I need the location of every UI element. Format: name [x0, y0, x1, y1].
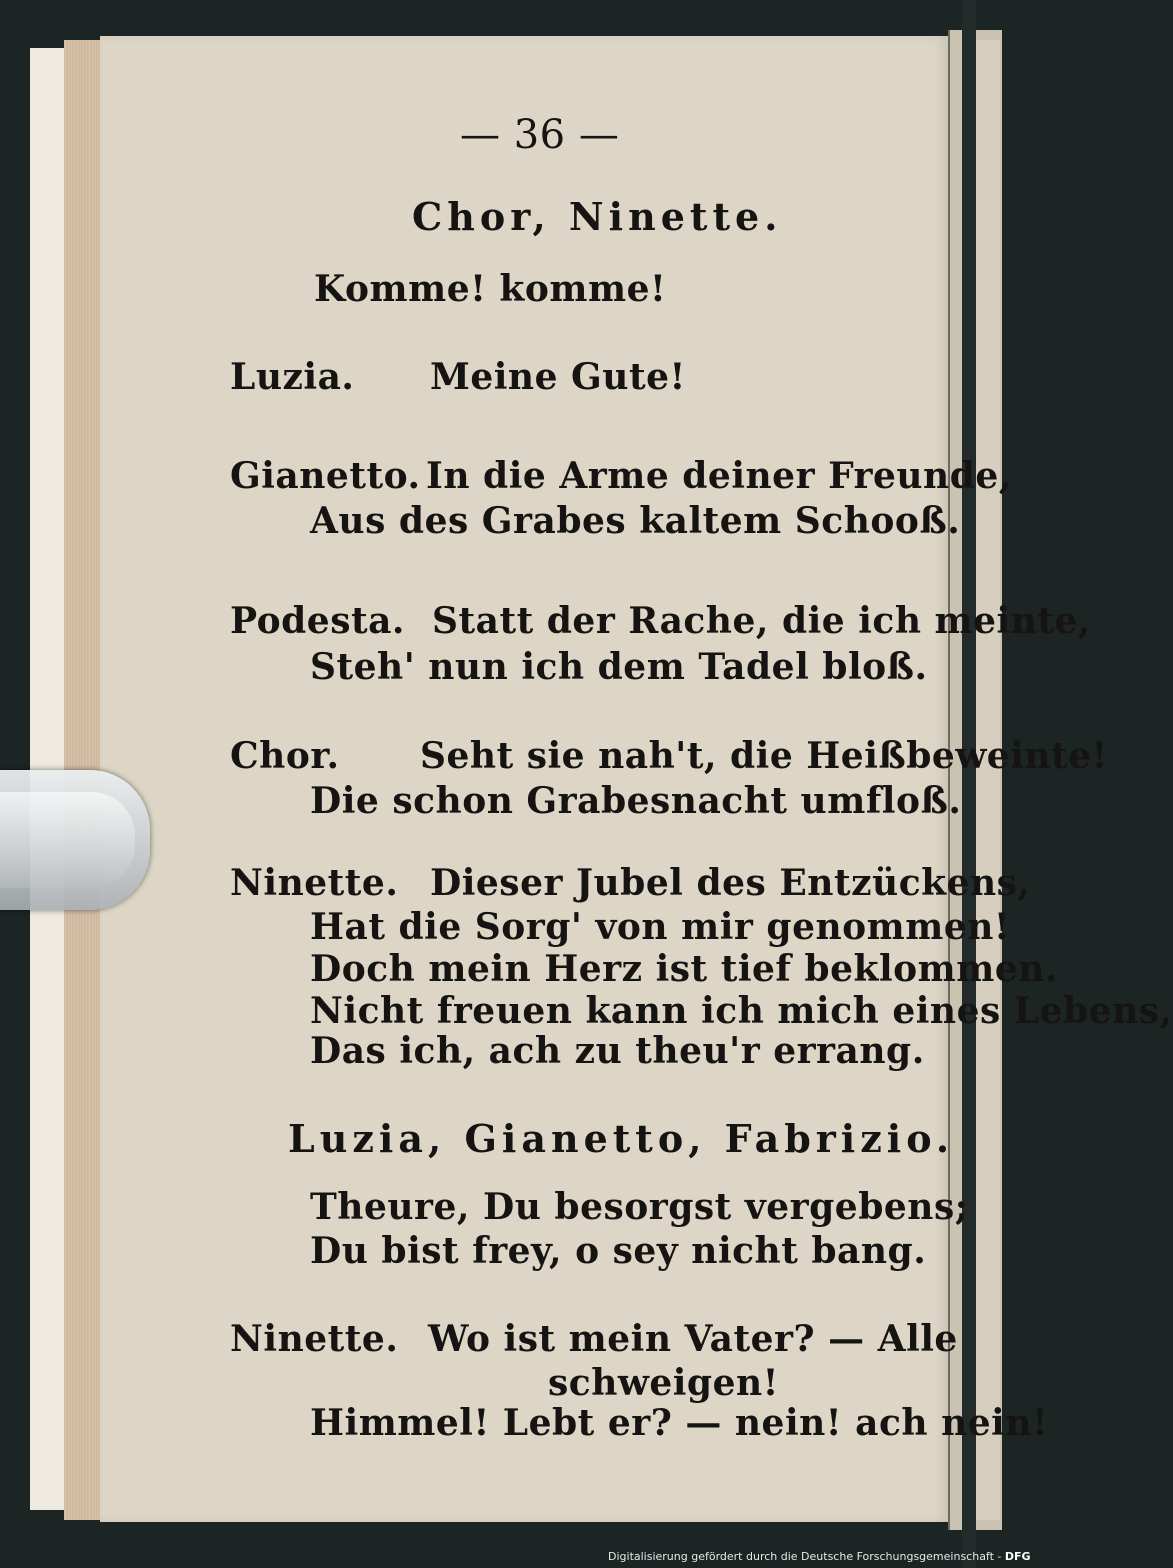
verse-line: Hat die Sorg' von mir genommen! [310, 906, 1011, 948]
scene-heading: Luzia, Gianetto, Fabrizio. [288, 1116, 955, 1161]
gutter-shadow [962, 0, 976, 1568]
verse-line: Die schon Grabesnacht umfloß. [310, 780, 962, 822]
verse-line: Seht sie nah't, die Heißbeweinte! [420, 735, 1108, 777]
digitization-credit [608, 1550, 1031, 1563]
verse-line: Doch mein Herz ist tief beklommen. [310, 948, 1058, 990]
verse-line: Statt der Rache, die ich meinte, [432, 600, 1091, 642]
speaker-name: Ninette. [230, 862, 399, 904]
verse-line: Das ich, ach zu theu'r errang. [310, 1030, 925, 1072]
verse-line: Himmel! Lebt er? — nein! ach nein! [310, 1402, 1049, 1444]
facing-page [976, 40, 1000, 1520]
verse-line: Meine Gute! [430, 356, 686, 398]
speaker-name: Podesta. [230, 600, 405, 642]
page-number: — 36 — [460, 112, 620, 158]
verse-line: Du bist frey, o sey nicht bang. [310, 1230, 927, 1272]
speaker-name: Ninette. [230, 1318, 399, 1360]
verse-line: Theure, Du besorgst vergebens; [310, 1186, 969, 1228]
speaker-name: Chor. [230, 735, 340, 777]
page-clip-highlight [0, 792, 135, 888]
credit-text: Digitalisierung gefördert durch die Deutsche Forschungsgemeinschaft - [608, 1550, 1002, 1563]
verse-line: Dieser Jubel des Entzückens, [430, 862, 1031, 904]
verse-line: Steh' nun ich dem Tadel bloß. [310, 646, 928, 688]
verse-line: Komme! komme! [314, 268, 667, 310]
verse-line: schweigen! [548, 1362, 779, 1404]
verse-line: Nicht freuen kann ich mich eines Lebens, [310, 990, 1173, 1032]
dfg-logo: DFG [1004, 1550, 1031, 1563]
speaker-name: Gianetto. [230, 455, 421, 497]
verse-line: Wo ist mein Vater? — Alle [428, 1318, 958, 1360]
speaker-name: Luzia. [230, 356, 355, 398]
verse-line: In die Arme deiner Freunde, [426, 455, 1012, 497]
book-page [100, 36, 948, 1522]
verse-line: Aus des Grabes kaltem Schooß. [310, 500, 961, 542]
scene-heading: Chor, Ninette. [412, 194, 783, 239]
